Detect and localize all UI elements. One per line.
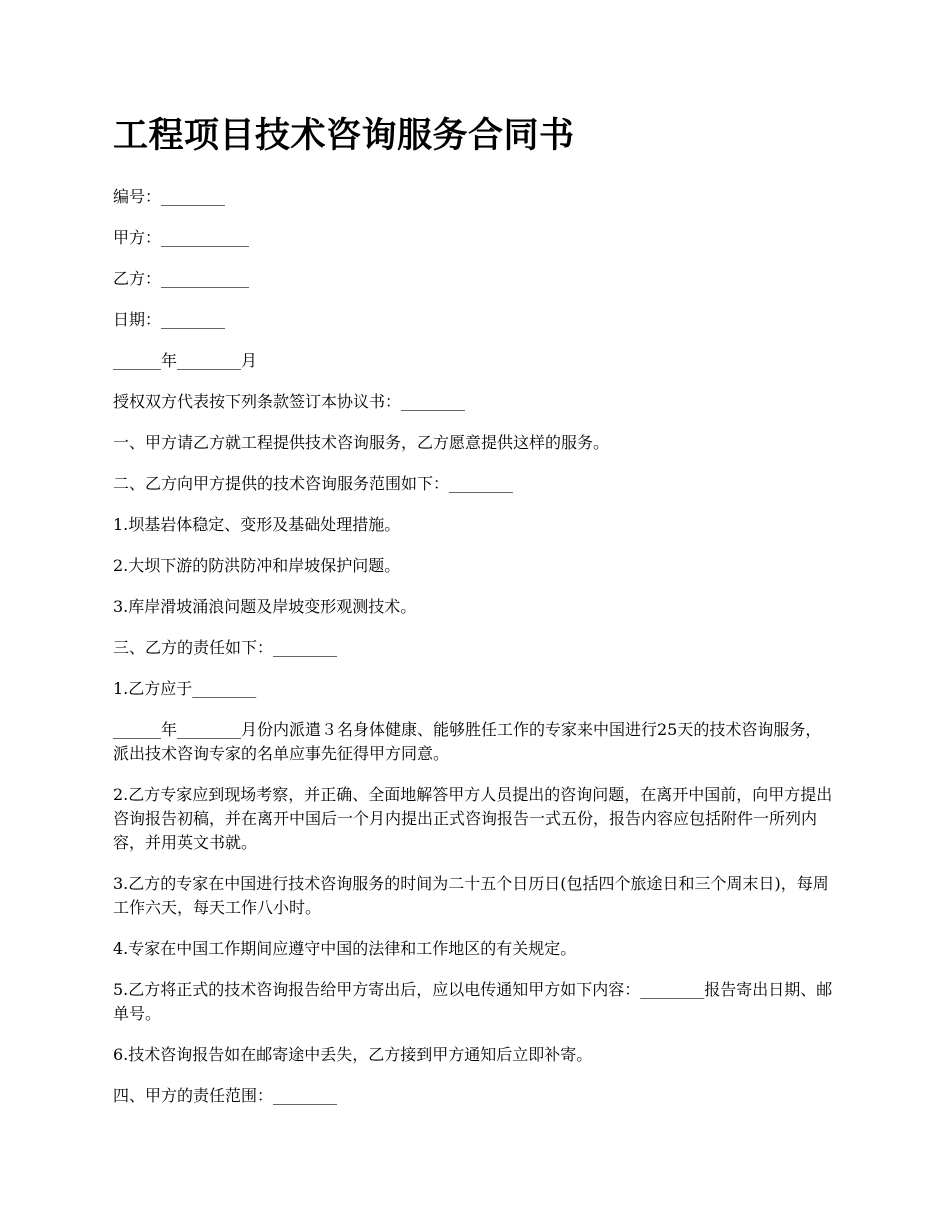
field-number: 编号：________	[113, 187, 226, 206]
list-item: 4.专家在中国工作期间应遵守中国的法律和工作地区的有关规定。	[113, 939, 577, 958]
list-item: 3.乙方的专家在中国进行技术咨询服务的时间为二十五个日历日(包括四个旅途日和三个周末日)，每周工作六天，每天工作八小时。	[113, 874, 829, 917]
list-item: 6.技术咨询报告如在邮寄途中丢失，乙方接到甲方通知后立即补寄。	[113, 1045, 593, 1064]
document-title: 工程项目技术咨询服务合同书	[113, 115, 575, 156]
paragraph-clause-1: 一、甲方请乙方就工程提供技术咨询服务，乙方愿意提供这样的服务。	[113, 433, 610, 452]
paragraph-clause-4: 四、甲方的责任范围：________	[113, 1086, 338, 1105]
paragraph-authorization: 授权双方代表按下列条款签订本协议书：________	[113, 392, 466, 411]
field-party-b: 乙方：___________	[113, 269, 250, 288]
paragraph-clause-2: 二、乙方向甲方提供的技术咨询服务范围如下：________	[113, 474, 514, 493]
list-item: 3.库岸滑坡涌浪问题及岸坡变形观测技术。	[113, 597, 417, 616]
field-date: 日期：________	[113, 310, 226, 329]
paragraph-clause-3: 三、乙方的责任如下：________	[113, 638, 338, 657]
field-year-month: ______年________月	[113, 351, 258, 370]
list-item: 5.乙方将正式的技术咨询报告给甲方寄出后，应以电传通知甲方如下内容：________报告寄出日期、邮单号。	[113, 980, 833, 1023]
field-party-a: 甲方：___________	[113, 228, 250, 247]
document-body	[113, 113, 837, 1125]
list-item: 2.大坝下游的防洪防冲和岸坡保护问题。	[113, 556, 401, 575]
list-item: 2.乙方专家应到现场考察，并正确、全面地解答甲方人员提出的咨询问题，在离开中国前，向甲方提出咨询报告初稿，并在离开中国后一个月内提出正式咨询报告一式五份，报告内容应包括附件一所列内容，并用英文书就。	[113, 785, 833, 852]
list-item: 1.坝基岩体稳定、变形及基础处理措施。	[113, 515, 401, 534]
list-item: ______年________月份内派遣３名身体健康、能够胜任工作的专家来中国进行25天的技术咨询服务，派出技术咨询专家的名单应事先征得甲方同意。	[113, 720, 822, 763]
list-item: 1.乙方应于________	[113, 679, 257, 698]
